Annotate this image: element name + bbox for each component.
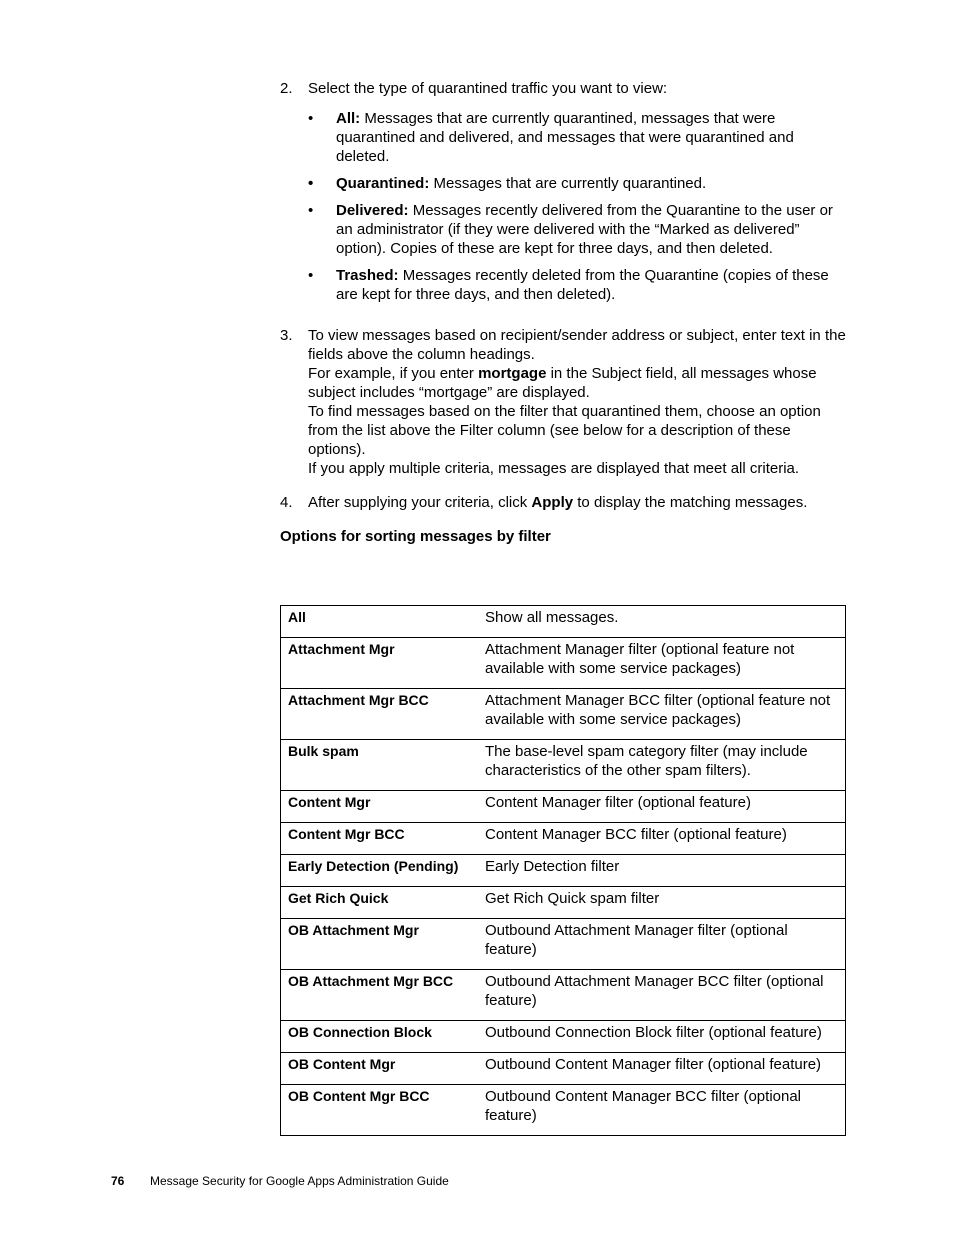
table-row: [281, 1085, 846, 1136]
table-row: [281, 1021, 846, 1053]
filter-description: Outbound Content Manager filter (optional feature): [477, 1053, 846, 1085]
filter-name: OB Content Mgr: [281, 1053, 478, 1085]
filter-name: Attachment Mgr BCC: [281, 689, 478, 740]
list-item: [308, 201, 846, 258]
filter-name: OB Attachment Mgr BCC: [281, 970, 478, 1021]
list-item: [308, 174, 846, 193]
bullet-glyph: •: [308, 267, 314, 284]
step-post: to display the matching messages.: [573, 494, 808, 511]
filter-description: Get Rich Quick spam filter: [477, 887, 846, 919]
bullet-text: Messages that are currently quarantined.: [429, 175, 707, 192]
bullet-label: All:: [336, 110, 361, 127]
bullet-text: Messages recently delivered from the Quarantine to the user or an administrator (if they were delivered with the “Marked as delivered” option). Copies of these are kept for three days, and then deleted.: [336, 202, 833, 257]
step-intro: Select the type of quarantined traffic you want to view:: [308, 80, 668, 97]
step-2: [280, 79, 846, 304]
filter-description: Outbound Connection Block filter (optional feature): [477, 1021, 846, 1053]
filter-description: Early Detection filter: [477, 855, 846, 887]
table-row: [281, 823, 846, 855]
bullet-glyph: •: [308, 175, 314, 192]
filter-name: Content Mgr BCC: [281, 823, 478, 855]
example-term: mortgage: [478, 365, 547, 382]
bullet-label: Quarantined:: [336, 175, 430, 192]
table-row: [281, 887, 846, 919]
step-text: [308, 493, 846, 512]
step-number: 2.: [280, 80, 293, 97]
example-paragraph: [308, 364, 846, 402]
filter-name: Attachment Mgr: [281, 638, 478, 689]
options-heading: Options for sorting messages by filter: [280, 528, 551, 545]
filter-description: Attachment Manager filter (optional feature not available with some service packages): [477, 638, 846, 689]
traffic-type-list: [308, 109, 846, 304]
filter-description: Show all messages.: [477, 606, 846, 638]
bullet-label: Delivered:: [336, 202, 409, 219]
step-intro: To view messages based on recipient/sender address or subject, enter text in the fields above the column headings.: [308, 327, 846, 363]
filter-options-table: [280, 605, 846, 1136]
step-number: 3.: [280, 327, 293, 344]
filter-name: Early Detection (Pending): [281, 855, 478, 887]
bullet-glyph: •: [308, 202, 314, 219]
table-row: [281, 855, 846, 887]
step-pre: After supplying your criteria, click: [308, 494, 532, 511]
bullet-text: Messages recently deleted from the Quarantine (copies of these are kept for three days, and then deleted).: [336, 267, 829, 303]
filter-name: Get Rich Quick: [281, 887, 478, 919]
bullet-label: Trashed:: [336, 267, 399, 284]
filter-description: Content Manager filter (optional feature): [477, 791, 846, 823]
table-row: [281, 638, 846, 689]
filter-description: Outbound Attachment Manager filter (optional feature): [477, 919, 846, 970]
document-body: [280, 79, 846, 546]
apply-term: Apply: [531, 494, 574, 511]
table-row: [281, 740, 846, 791]
filter-description: Outbound Attachment Manager BCC filter (optional feature): [477, 970, 846, 1021]
filter-description: Content Manager BCC filter (optional feature): [477, 823, 846, 855]
filter-paragraph: To find messages based on the filter that quarantined them, choose an option from the list above the Filter column (see below for a description of these options).: [308, 403, 821, 458]
filter-name: Bulk spam: [281, 740, 478, 791]
filter-name: OB Connection Block: [281, 1021, 478, 1053]
step-3: [280, 326, 846, 478]
bullet-text: Messages that are currently quarantined, messages that were quarantined and delivered, and messages that were quarantined and deleted.: [336, 110, 794, 165]
document-title: Message Security for Google Apps Administration Guide: [150, 1174, 449, 1188]
list-item: [308, 266, 846, 304]
filter-name: Content Mgr: [281, 791, 478, 823]
filter-description: Outbound Content Manager BCC filter (optional feature): [477, 1085, 846, 1136]
step-4: [280, 493, 846, 512]
table-row: [281, 1053, 846, 1085]
filter-name: OB Content Mgr BCC: [281, 1085, 478, 1136]
example-post: in the Subject field, all messages whose subject includes “mortgage” are displayed.: [308, 365, 817, 401]
criteria-paragraph: If you apply multiple criteria, messages are displayed that meet all criteria.: [308, 460, 800, 477]
filter-name: All: [281, 606, 478, 638]
page-footer: [111, 1174, 449, 1188]
step-number: 4.: [280, 494, 293, 511]
table-row: [281, 689, 846, 740]
filter-description: Attachment Manager BCC filter (optional feature not available with some service packages): [477, 689, 846, 740]
page-number: 76: [111, 1174, 125, 1188]
filter-description: The base-level spam category filter (may include characteristics of the other spam filters).: [477, 740, 846, 791]
table-row: [281, 791, 846, 823]
table-row: [281, 919, 846, 970]
table-row: [281, 970, 846, 1021]
filter-name: OB Attachment Mgr: [281, 919, 478, 970]
list-item: [308, 109, 846, 166]
table-row: [281, 606, 846, 638]
bullet-glyph: •: [308, 110, 314, 127]
example-pre: For example, if you enter: [308, 365, 479, 382]
